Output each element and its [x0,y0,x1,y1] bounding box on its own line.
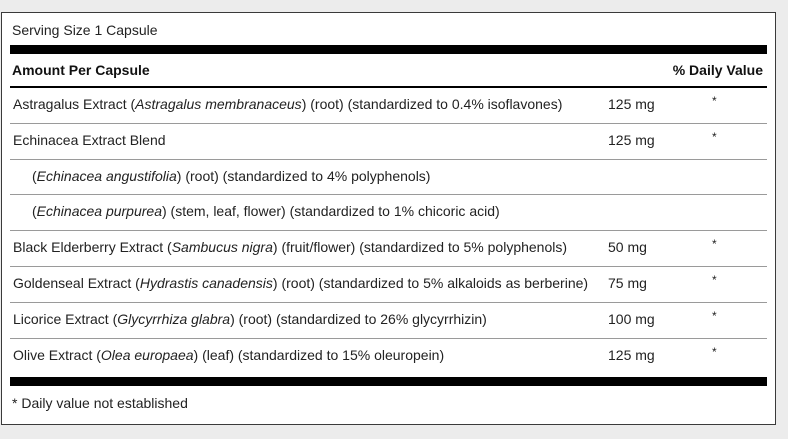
ingredient-name: Goldenseal Extract (Hydrastis canadensis) (root) (standardized to 5% alkaloids as berberine) [13,274,589,291]
table-row [10,160,767,196]
ingredient-name: Black Elderberry Extract (Sambucus nigra) (fruit/flower) (standardized to 5% polyphenols) [13,239,568,256]
table-row [10,231,767,267]
ingredient-name: (Echinacea angustifolia) (root) (standardized to 4% polyphenols) [32,167,431,184]
daily-value-mark: * [712,308,717,323]
table-row [10,339,767,375]
table-row [10,195,767,231]
ingredient-name: Echinacea Extract Blend [13,131,166,148]
table-row [10,267,767,303]
amount-per-capsule-header: Amount Per Capsule [12,62,150,78]
ingredient-name: Licorice Extract (Glycyrrhiza glabra) (root) (standardized to 26% glycyrrhizin) [13,310,487,327]
ingredient-amount: 125 mg [608,131,655,148]
ingredient-amount: 100 mg [608,310,655,327]
ingredient-name: Olive Extract (Olea europaea) (leaf) (standardized to 15% oleuropein) [13,346,445,363]
ingredient-amount: 125 mg [608,346,655,363]
table-header [12,57,765,89]
ingredient-amount: 50 mg [608,239,647,256]
supplement-facts-panel [1,12,776,425]
top-thick-rule [10,45,767,54]
ingredient-amount: 75 mg [608,274,647,291]
daily-value-header: % Daily Value [672,62,763,78]
table-row [10,88,767,124]
daily-value-mark: * [712,129,717,144]
daily-value-mark: * [712,94,717,108]
daily-value-mark: * [712,272,717,287]
ingredient-name: (Echinacea purpurea) (stem, leaf, flower) (standardized to 1% chicoric acid) [32,203,500,220]
footnote: * Daily value not established [12,395,188,411]
ingredient-name: Astragalus Extract (Astragalus membranaceus) (root) (standardized to 0.4% isoflavones) [13,96,563,112]
table-row [10,124,767,160]
bottom-thick-rule [10,377,767,386]
table-row [10,303,767,339]
daily-value-mark: * [712,344,717,359]
ingredient-list [10,88,767,374]
ingredient-amount: 125 mg [608,96,655,112]
serving-size: Serving Size 1 Capsule [12,22,158,38]
daily-value-mark: * [712,237,717,252]
